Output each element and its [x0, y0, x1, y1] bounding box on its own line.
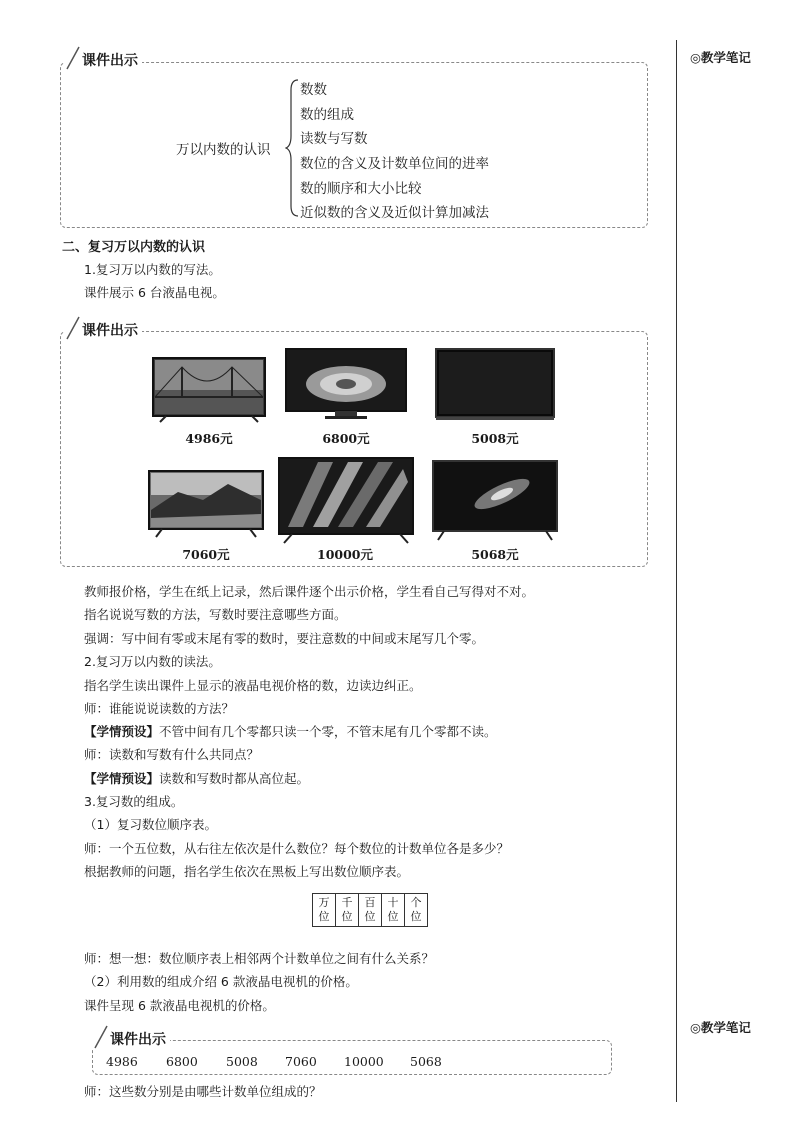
- notes-divider: [676, 40, 677, 1102]
- slash-icon: [94, 1025, 108, 1049]
- tv-blank-icon: [435, 348, 555, 424]
- place-cell: 十 位: [382, 894, 405, 927]
- slash-icon: [66, 46, 80, 70]
- place-cell: 千 位: [336, 894, 359, 927]
- place-cell: 个 位: [405, 894, 428, 927]
- tv-bridge-icon: [152, 357, 266, 423]
- tv-price: 5068元: [471, 547, 519, 562]
- paragraph: 师：这些数分别是由哪些计数单位组成的？: [84, 1084, 322, 1099]
- teaching-notes-label: ◎教学笔记: [690, 1020, 751, 1035]
- place-cell: 万 位: [313, 894, 336, 927]
- tree-root: 万以内数的认识: [176, 142, 271, 158]
- teaching-notes-label: ◎教学笔记: [690, 50, 751, 65]
- paragraph: 2.复习万以内数的读法。: [84, 654, 221, 669]
- tree-item: 数的顺序和大小比较: [300, 181, 422, 197]
- paragraph: 3.复习数的组成。: [84, 794, 184, 809]
- place-cell: 百 位: [359, 894, 382, 927]
- tv-flower-icon: [285, 348, 407, 424]
- curly-brace-icon: [285, 78, 299, 218]
- tv-price: 6800元: [322, 431, 370, 446]
- paragraph: （1）复习数位顺序表。: [84, 817, 217, 832]
- tv-feather-icon: [278, 457, 414, 545]
- learning-preview-tag: 【学情预设】: [84, 771, 160, 786]
- price-number: 10000: [344, 1054, 384, 1069]
- price-number: 5068: [410, 1054, 442, 1069]
- section-heading: 二、复习万以内数的认识: [62, 240, 206, 255]
- tv-cliff-icon: [148, 470, 264, 540]
- paragraph: 教师报价格，学生在纸上记录，然后课件逐个出示价格，学生看自己写得对不对。: [84, 584, 535, 599]
- tree-item: 读数与写数: [300, 131, 368, 147]
- price-number: 4986: [106, 1054, 138, 1069]
- paragraph: 师：读数和写数有什么共同点？: [84, 747, 260, 762]
- tv-galaxy-icon: [432, 460, 558, 542]
- paragraph: （2）利用数的组成介绍 6 款液晶电视机的价格。: [84, 974, 358, 989]
- tree-item: 数位的含义及计数单位间的进率: [300, 156, 489, 172]
- paragraph: 师：想一想：数位顺序表上相邻两个计数单位之间有什么关系？: [84, 951, 435, 966]
- paragraph: 课件展示 6 台液晶电视。: [84, 285, 225, 300]
- slash-icon: [66, 316, 80, 340]
- tv-price: 5008元: [471, 431, 519, 446]
- tv-price: 4986元: [185, 431, 233, 446]
- tree-item: 数数: [300, 82, 327, 98]
- price-number: 5008: [226, 1054, 258, 1069]
- price-number: 7060: [285, 1054, 317, 1069]
- paragraph: 根据教师的问题，指名学生依次在黑板上写出数位顺序表。: [84, 864, 410, 879]
- courseware-tag: 课件出示: [92, 1029, 170, 1049]
- tree-item: 数的组成: [300, 107, 354, 123]
- paragraph: 师：谁能说说读数的方法？: [84, 701, 235, 716]
- paragraph: 课件呈现 6 款液晶电视机的价格。: [84, 998, 275, 1013]
- paragraph: 【学情预设】不管中间有几个零都只读一个零，不管末尾有几个零都不读。: [84, 724, 497, 739]
- paragraph: 指名说说写数的方法，写数时要注意哪些方面。: [84, 607, 347, 622]
- price-number: 6800: [166, 1054, 198, 1069]
- paragraph: 1.复习万以内数的写法。: [84, 262, 221, 277]
- place-value-table: [312, 893, 428, 927]
- paragraph: 指名学生读出课件上显示的液晶电视价格的数，边读边纠正。: [84, 678, 422, 693]
- courseware-tag: 课件出示: [64, 320, 142, 340]
- tv-price: 10000元: [317, 547, 373, 562]
- courseware-tag: 课件出示: [64, 50, 142, 70]
- tv-price: 7060元: [182, 547, 230, 562]
- tree-item: 近似数的含义及近似计算加减法: [300, 205, 489, 221]
- learning-preview-tag: 【学情预设】: [84, 724, 160, 739]
- paragraph: 强调：写中间有零或末尾有零的数时，要注意数的中间或末尾写几个零。: [84, 631, 485, 646]
- paragraph: 【学情预设】读数和写数时都从高位起。: [84, 771, 310, 786]
- paragraph: 师：一个五位数，从右往左依次是什么数位？每个数位的计数单位各是多少？: [84, 841, 510, 856]
